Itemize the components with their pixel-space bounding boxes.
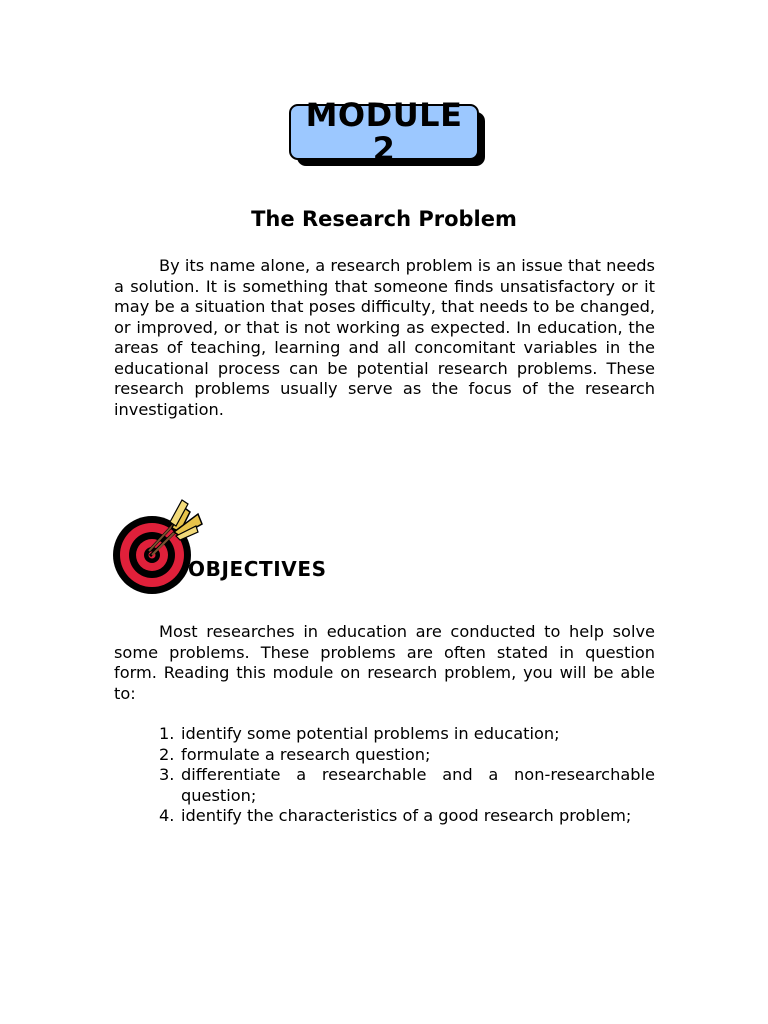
list-item — [159, 765, 655, 806]
list-item-text: identify some potential problems in education; — [181, 724, 560, 743]
list-item-text: formulate a research question; — [181, 744, 431, 764]
objectives-paragraph: Most researches in education are conducted to help solve some problems. These problems are often stated in question form. Reading this module on research problem, you will be able to: — [114, 622, 655, 703]
list-item-number: 4. — [159, 806, 175, 825]
list-item-text: identify the characteristics of a good research problem; — [181, 806, 632, 825]
page-title: The Research Problem — [251, 207, 517, 231]
objectives-list — [159, 724, 655, 827]
module-badge-box — [289, 96, 479, 168]
list-item — [159, 724, 655, 745]
list-item — [159, 806, 655, 827]
list-item-number: 3. — [159, 765, 175, 784]
list-item-number: 1. — [159, 724, 175, 743]
list-item — [159, 745, 655, 766]
objectives-heading: OBJECTIVES — [188, 557, 327, 581]
module-label: MODULE — [305, 96, 463, 134]
module-badge — [289, 96, 487, 168]
target-with-darts-icon — [112, 498, 207, 598]
list-item-number: 2. — [159, 744, 175, 764]
list-item-text: differentiate a researchable and a non-researchable question; — [181, 765, 655, 805]
intro-paragraph: By its name alone, a research problem is an issue that needs a solution. It is something that someone finds unsatisfactory or it may be a situation that poses difficulty, that needs to be changed, or improved, or that is not working as expected. In education, the areas of teaching, learning and all concomitant variables in the educational process can be potential research problems. These research problems usually serve as the focus of the research investigation. — [114, 256, 655, 419]
module-number: 2 — [372, 130, 396, 168]
